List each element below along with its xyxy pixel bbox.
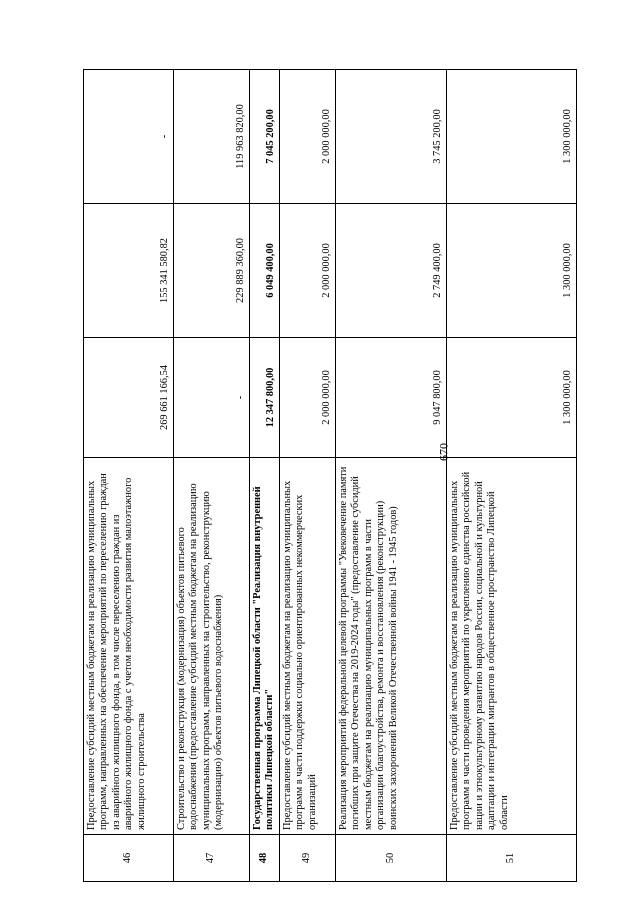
value-col-3: 2 000 000,00 xyxy=(280,70,336,204)
table-row xyxy=(336,70,447,882)
row-description: Предоставление субсидий местным бюджетам на реализацию муниципальных программ в части проведения мероприятий по укреплению единства российской нации и этнокультурному развитию народов России, социальной и культурной адаптации и интеграции мигрантов в общественное пространство Липецкой области xyxy=(447,458,577,835)
value-col-1: 9 047 800,00 xyxy=(336,338,447,458)
row-description: Предоставление субсидий местным бюджетам на реализацию муниципальных программ, направленных на обеспечение мероприятий по переселению граждан из аварийного жилищного фонда, в том числе переселению граждан из аварийного жилищного фонда с учетом необходимости развития малоэтажного жилищного строительства xyxy=(84,458,174,835)
row-number: 50 xyxy=(336,835,447,882)
table-row-program-heading xyxy=(250,70,280,882)
table-row xyxy=(174,70,250,882)
table-row xyxy=(84,70,174,882)
row-description: Государственная программа Липецкой области "Реализация внутренней политики Липецкой области" xyxy=(250,458,280,835)
table-row xyxy=(280,70,336,882)
value-col-2: 6 049 400,00 xyxy=(250,204,280,338)
page-number: 670 xyxy=(436,443,451,461)
value-col-2: 229 889 360,00 xyxy=(174,204,250,338)
row-number: 46 xyxy=(84,835,174,882)
value-col-2: 2 000 000,00 xyxy=(280,204,336,338)
value-col-3: 1 300 000,00 xyxy=(447,70,577,204)
budget-table xyxy=(83,69,577,882)
value-col-2: 1 300 000,00 xyxy=(447,204,577,338)
row-number: 49 xyxy=(280,835,336,882)
value-col-3: 119 963 820,00 xyxy=(174,70,250,204)
row-description: Строительство и реконструкция (модернизация) объектов питьевого водоснабжения (предоставление субсидий местным бюджетам на реализацию муниципальных программ, направленных на строительство, реконструкцию (модернизацию) объектов питьевого водоснабжения) xyxy=(174,458,250,835)
value-col-3: 7 045 200,00 xyxy=(250,70,280,204)
value-col-3: 3 745 200,00 xyxy=(336,70,447,204)
value-col-3: - xyxy=(84,70,174,204)
row-description: Реализация мероприятий федеральной целевой программы "Увековечение памяти погибших при защите Отечества на 2019-2024 годы" (предоставление субсидий местным бюджетам на реализацию муниципальных программ в части организации благоустройства, ремонта и восстановления (реконструкции) воинских захоронений Великой Отечественной войны 1941 - 1945 годов) xyxy=(336,458,447,835)
row-number: 47 xyxy=(174,835,250,882)
table-row xyxy=(447,70,577,882)
row-description: Предоставление субсидий местным бюджетам на реализацию муниципальных программ в части поддержки социально ориентированных некоммерческих организаций xyxy=(280,458,336,835)
value-col-1: 269 661 166,54 xyxy=(84,338,174,458)
value-col-1: 12 347 800,00 xyxy=(250,338,280,458)
value-col-1: - xyxy=(174,338,250,458)
rotated-table-wrapper xyxy=(83,70,576,882)
value-col-1: 1 300 000,00 xyxy=(447,338,577,458)
value-col-2: 155 341 580,82 xyxy=(84,204,174,338)
row-number: 48 xyxy=(250,835,280,882)
value-col-1: 2 000 000,00 xyxy=(280,338,336,458)
value-col-2: 2 749 400,00 xyxy=(336,204,447,338)
row-number: 51 xyxy=(447,835,577,882)
